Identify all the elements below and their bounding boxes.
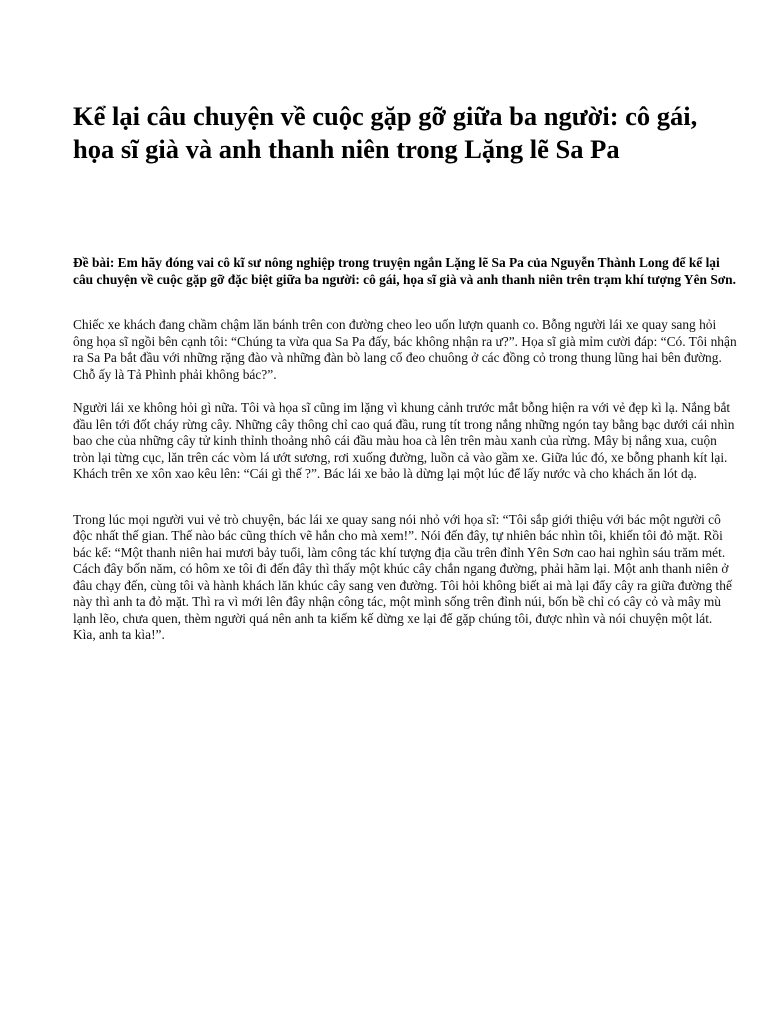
assignment-prompt: Đề bài: Em hãy đóng vai cô kĩ sư nông nghiệp trong truyện ngắn Lặng lẽ Sa Pa của Nguyễn Thành Long để kể lại câu chuyện về cuộc gặp gỡ đặc biệt giữa ba người: cô gái, họa sĩ già và anh thanh niên trên trạm khí tượng Yên Sơn. (73, 255, 736, 287)
story-paragraph-3: Trong lúc mọi người vui vẻ trò chuyện, bác lái xe quay sang nói nhỏ với họa sĩ: “Tôi sắp giới thiệu với bác một người cô độc nhất thế gian. Thế nào bác cũng thích vẽ hắn cho mà xem!”. Nói đến đây, tự nhiên bác nhìn tôi, khiến tôi đỏ mặt. Rồi bác kể: “Một thanh niên hai mươi bảy tuổi, làm công tác khí tượng địa cầu trên đỉnh Yên Sơn cao hai nghìn sáu trăm mét. Cách đây bốn năm, có hôm xe tôi đi đến đây thì thấy một khúc cây chắn ngang đường, phải hãm lại. Một anh thanh niên ở đâu chạy đến, cùng tôi và hành khách lăn khúc cây sang ven đường. Tôi hỏi không biết ai mà lại đẩy cây ra giữa đường thế này thì anh ta đỏ mặt. Thì ra vì mới lên đây nhận công tác, một mình sống trên đỉnh núi, bốn bề chỉ có cây cỏ và mây mù lạnh lẽo, chưa quen, thèm người quá nên anh ta kiếm kế dừng xe lại để gặp chúng tôi, được nhìn và nói chuyện một lát. Kìa, anh ta kìa!”. (73, 511, 732, 642)
story-paragraph-1: Chiếc xe khách đang chầm chậm lăn bánh trên con đường cheo leo uốn lượn quanh co. Bỗng người lái xe quay sang hỏi ông họa sĩ ngồi bên cạnh tôi: “Chúng ta vừa qua Sa Pa đấy, bác không nhận ra ư?”. Họa sĩ già mỉm cười đáp: “Có. Tôi nhận ra Sa Pa bắt đầu với những rặng đào và những đàn bò lang cổ đeo chuông ở các đồng cỏ trong thung lũng hai bên đường. Chỗ ấy là Tả Phình phải không bác?”. (73, 317, 737, 382)
story-paragraph-2: Người lái xe không hỏi gì nữa. Tôi và họa sĩ cũng im lặng vì khung cảnh trước mắt bỗng hiện ra với vẻ đẹp kì lạ. Nắng bắt đầu lên tới đốt cháy rừng cây. Những cây thông chỉ cao quá đầu, rung tít trong nắng những ngón tay bằng bạc dưới cái nhìn bao che của những cây tử kinh thỉnh thoảng nhô cái đầu màu hoa cà lên trên màu xanh của rừng. Mây bị nắng xua, cuộn tròn lại từng cục, lăn trên các vòm lá ướt sương, rơi xuống đường, luồn cả vào gầm xe. Giữa lúc đó, xe bỗng phanh kít lại. Khách trên xe xôn xao kêu lên: “Cái gì thế ?”. Bác lái xe bảo là dừng lại một lúc để lấy nước và cho khách ăn lót dạ. (73, 400, 735, 481)
document-page (73, 100, 737, 644)
document-title: Kể lại câu chuyện về cuộc gặp gỡ giữa ba người: cô gái, họa sĩ già và anh thanh niên trong Lặng lẽ Sa Pa (73, 101, 698, 164)
